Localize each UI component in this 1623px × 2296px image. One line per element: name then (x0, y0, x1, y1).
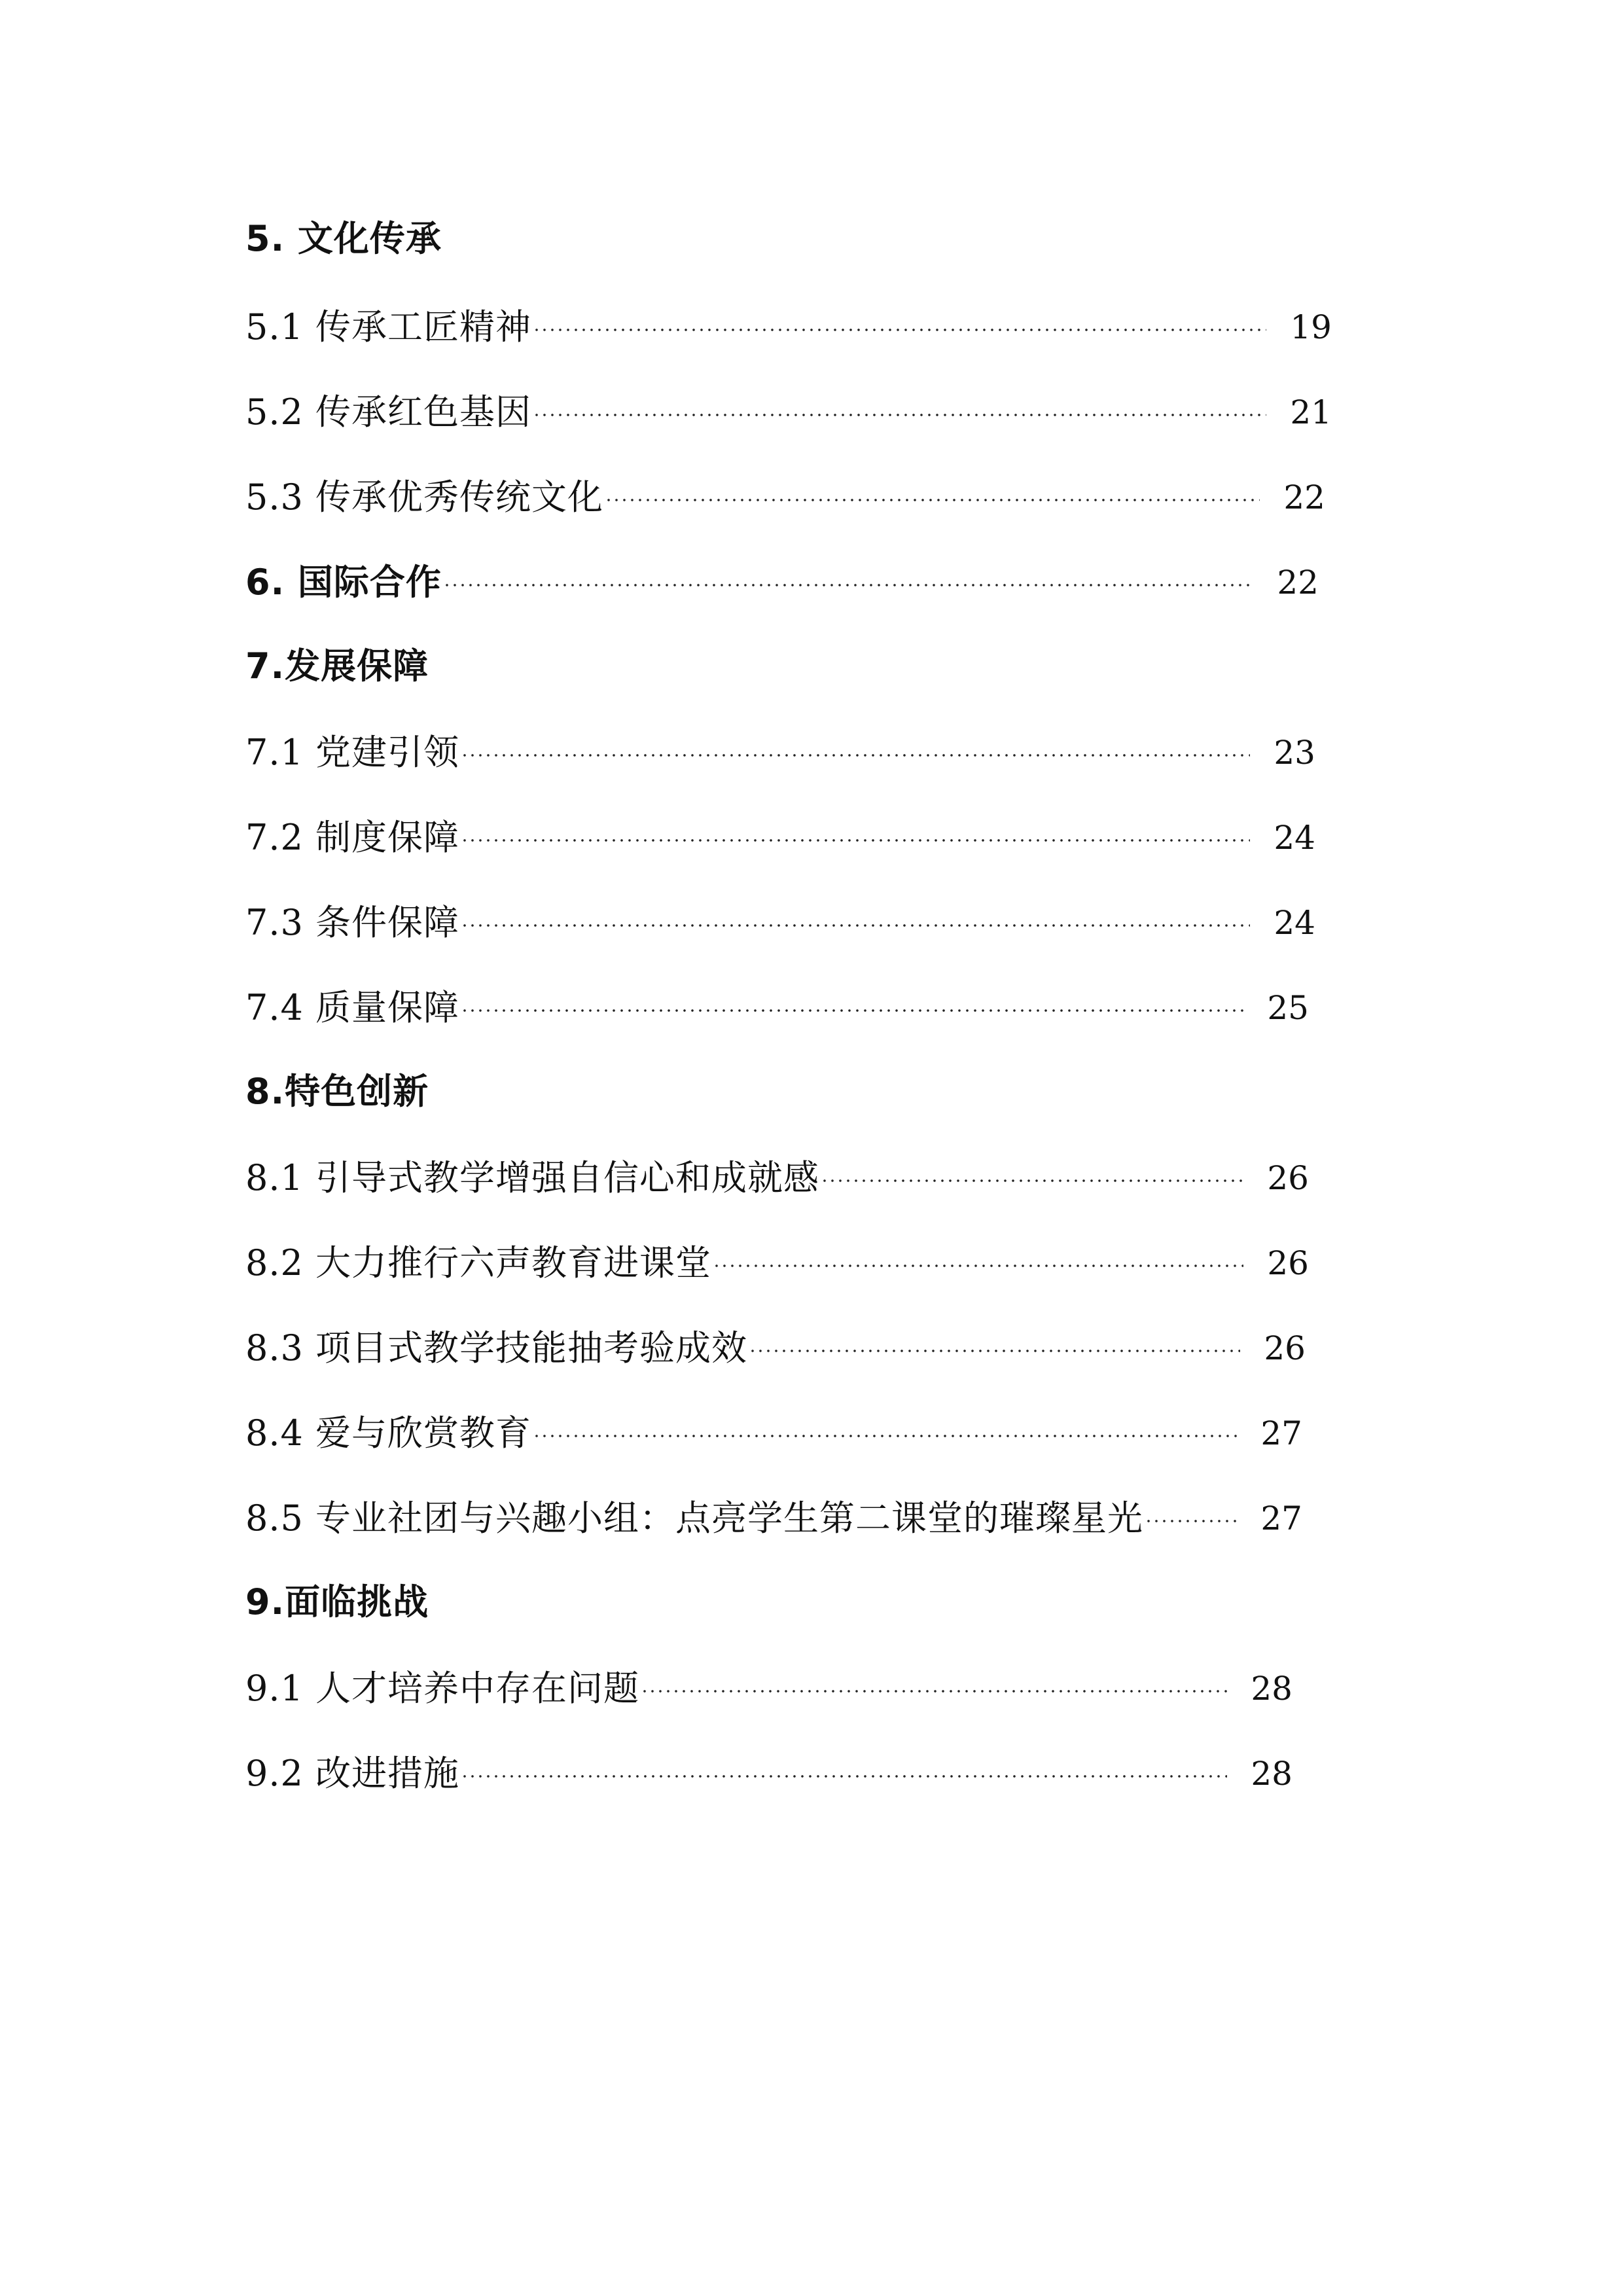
toc-entry-page: 28 (1251, 1670, 1293, 1708)
dot-leader (749, 1349, 1240, 1353)
toc-entry[interactable] (245, 726, 1315, 779)
toc-entry[interactable] (245, 471, 1325, 524)
dot-leader (443, 583, 1253, 587)
toc-entry-page: 19 (1290, 308, 1332, 346)
toc-entry-page: 22 (1277, 564, 1319, 601)
toc-heading: 8.特色创新 (245, 1071, 429, 1112)
toc-entry-title: 7.4 质量保障 (245, 987, 460, 1028)
toc-entry-page: 23 (1274, 734, 1315, 772)
toc-entry-page: 27 (1260, 1414, 1302, 1452)
toc-entry-page: 28 (1251, 1755, 1293, 1793)
toc-entry-title: 8.4 爱与欣赏教育 (245, 1412, 532, 1454)
toc-entry[interactable] (245, 1492, 1302, 1545)
toc-entry-title: 7.3 条件保障 (245, 902, 460, 943)
toc-entry[interactable] (245, 1152, 1309, 1204)
toc-entry-title: 8.3 项目式教学技能抽考验成效 (245, 1327, 748, 1369)
dot-leader (713, 1264, 1243, 1268)
toc-entry[interactable] (245, 1237, 1309, 1289)
dot-leader (821, 1179, 1243, 1183)
toc-entry[interactable] (245, 982, 1309, 1034)
dot-leader (461, 924, 1250, 927)
toc-entry[interactable] (245, 897, 1315, 949)
dot-leader (461, 1009, 1243, 1013)
toc-entry-title: 8.5 专业社团与兴趣小组：点亮学生第二课堂的璀璨星光 (245, 1498, 1144, 1539)
toc-entry-title: 7.2 制度保障 (245, 817, 460, 858)
toc-entry-page: 22 (1283, 478, 1325, 516)
toc-entry[interactable] (245, 1748, 1293, 1800)
toc-entry[interactable] (245, 1662, 1293, 1715)
toc-entry[interactable] (245, 556, 1319, 609)
toc-entry-title: 9.1 人才培养中存在问题 (245, 1668, 640, 1709)
toc-entry[interactable] (245, 301, 1332, 353)
dot-leader (461, 1774, 1227, 1778)
dot-leader (605, 498, 1260, 502)
toc-entry-title: 5.2 传承红色基因 (245, 391, 532, 433)
toc-entry[interactable] (245, 812, 1315, 864)
dot-leader (533, 328, 1266, 332)
toc-entry-title: 9.2 改进措施 (245, 1753, 460, 1794)
dot-leader (1145, 1519, 1237, 1523)
toc-entry-page: 27 (1260, 1499, 1302, 1537)
toc-entry-page: 24 (1274, 904, 1315, 942)
dot-leader (641, 1689, 1227, 1693)
toc-entry-page: 26 (1267, 1244, 1309, 1282)
toc-entry-title: 6. 国际合作 (245, 562, 442, 603)
toc-entry[interactable] (245, 386, 1332, 439)
toc-entry[interactable] (245, 1407, 1302, 1460)
toc-entry-title: 8.2 大力推行六声教育进课堂 (245, 1242, 712, 1283)
toc-heading: 9.面临挑战 (245, 1581, 429, 1623)
dot-leader (461, 838, 1250, 842)
toc-entry-title: 8.1 引导式教学增强自信心和成就感 (245, 1157, 820, 1198)
toc-heading: 5. 文化传承 (245, 218, 442, 259)
toc-entry-page: 21 (1290, 393, 1332, 431)
toc-entry-title: 5.1 传承工匠精神 (245, 306, 532, 348)
toc-entry-page: 24 (1274, 819, 1315, 857)
toc-entry-title: 5.3 传承优秀传统文化 (245, 476, 604, 518)
toc-entry[interactable] (245, 1322, 1306, 1374)
toc-entry-page: 25 (1267, 989, 1309, 1027)
toc-entry-page: 26 (1264, 1329, 1306, 1367)
dot-leader (461, 753, 1250, 757)
toc-heading: 7.发展保障 (245, 645, 429, 687)
dot-leader (533, 413, 1266, 417)
toc-entry-page: 26 (1267, 1159, 1309, 1197)
toc-entry-title: 7.1 党建引领 (245, 732, 460, 773)
dot-leader (533, 1434, 1237, 1438)
